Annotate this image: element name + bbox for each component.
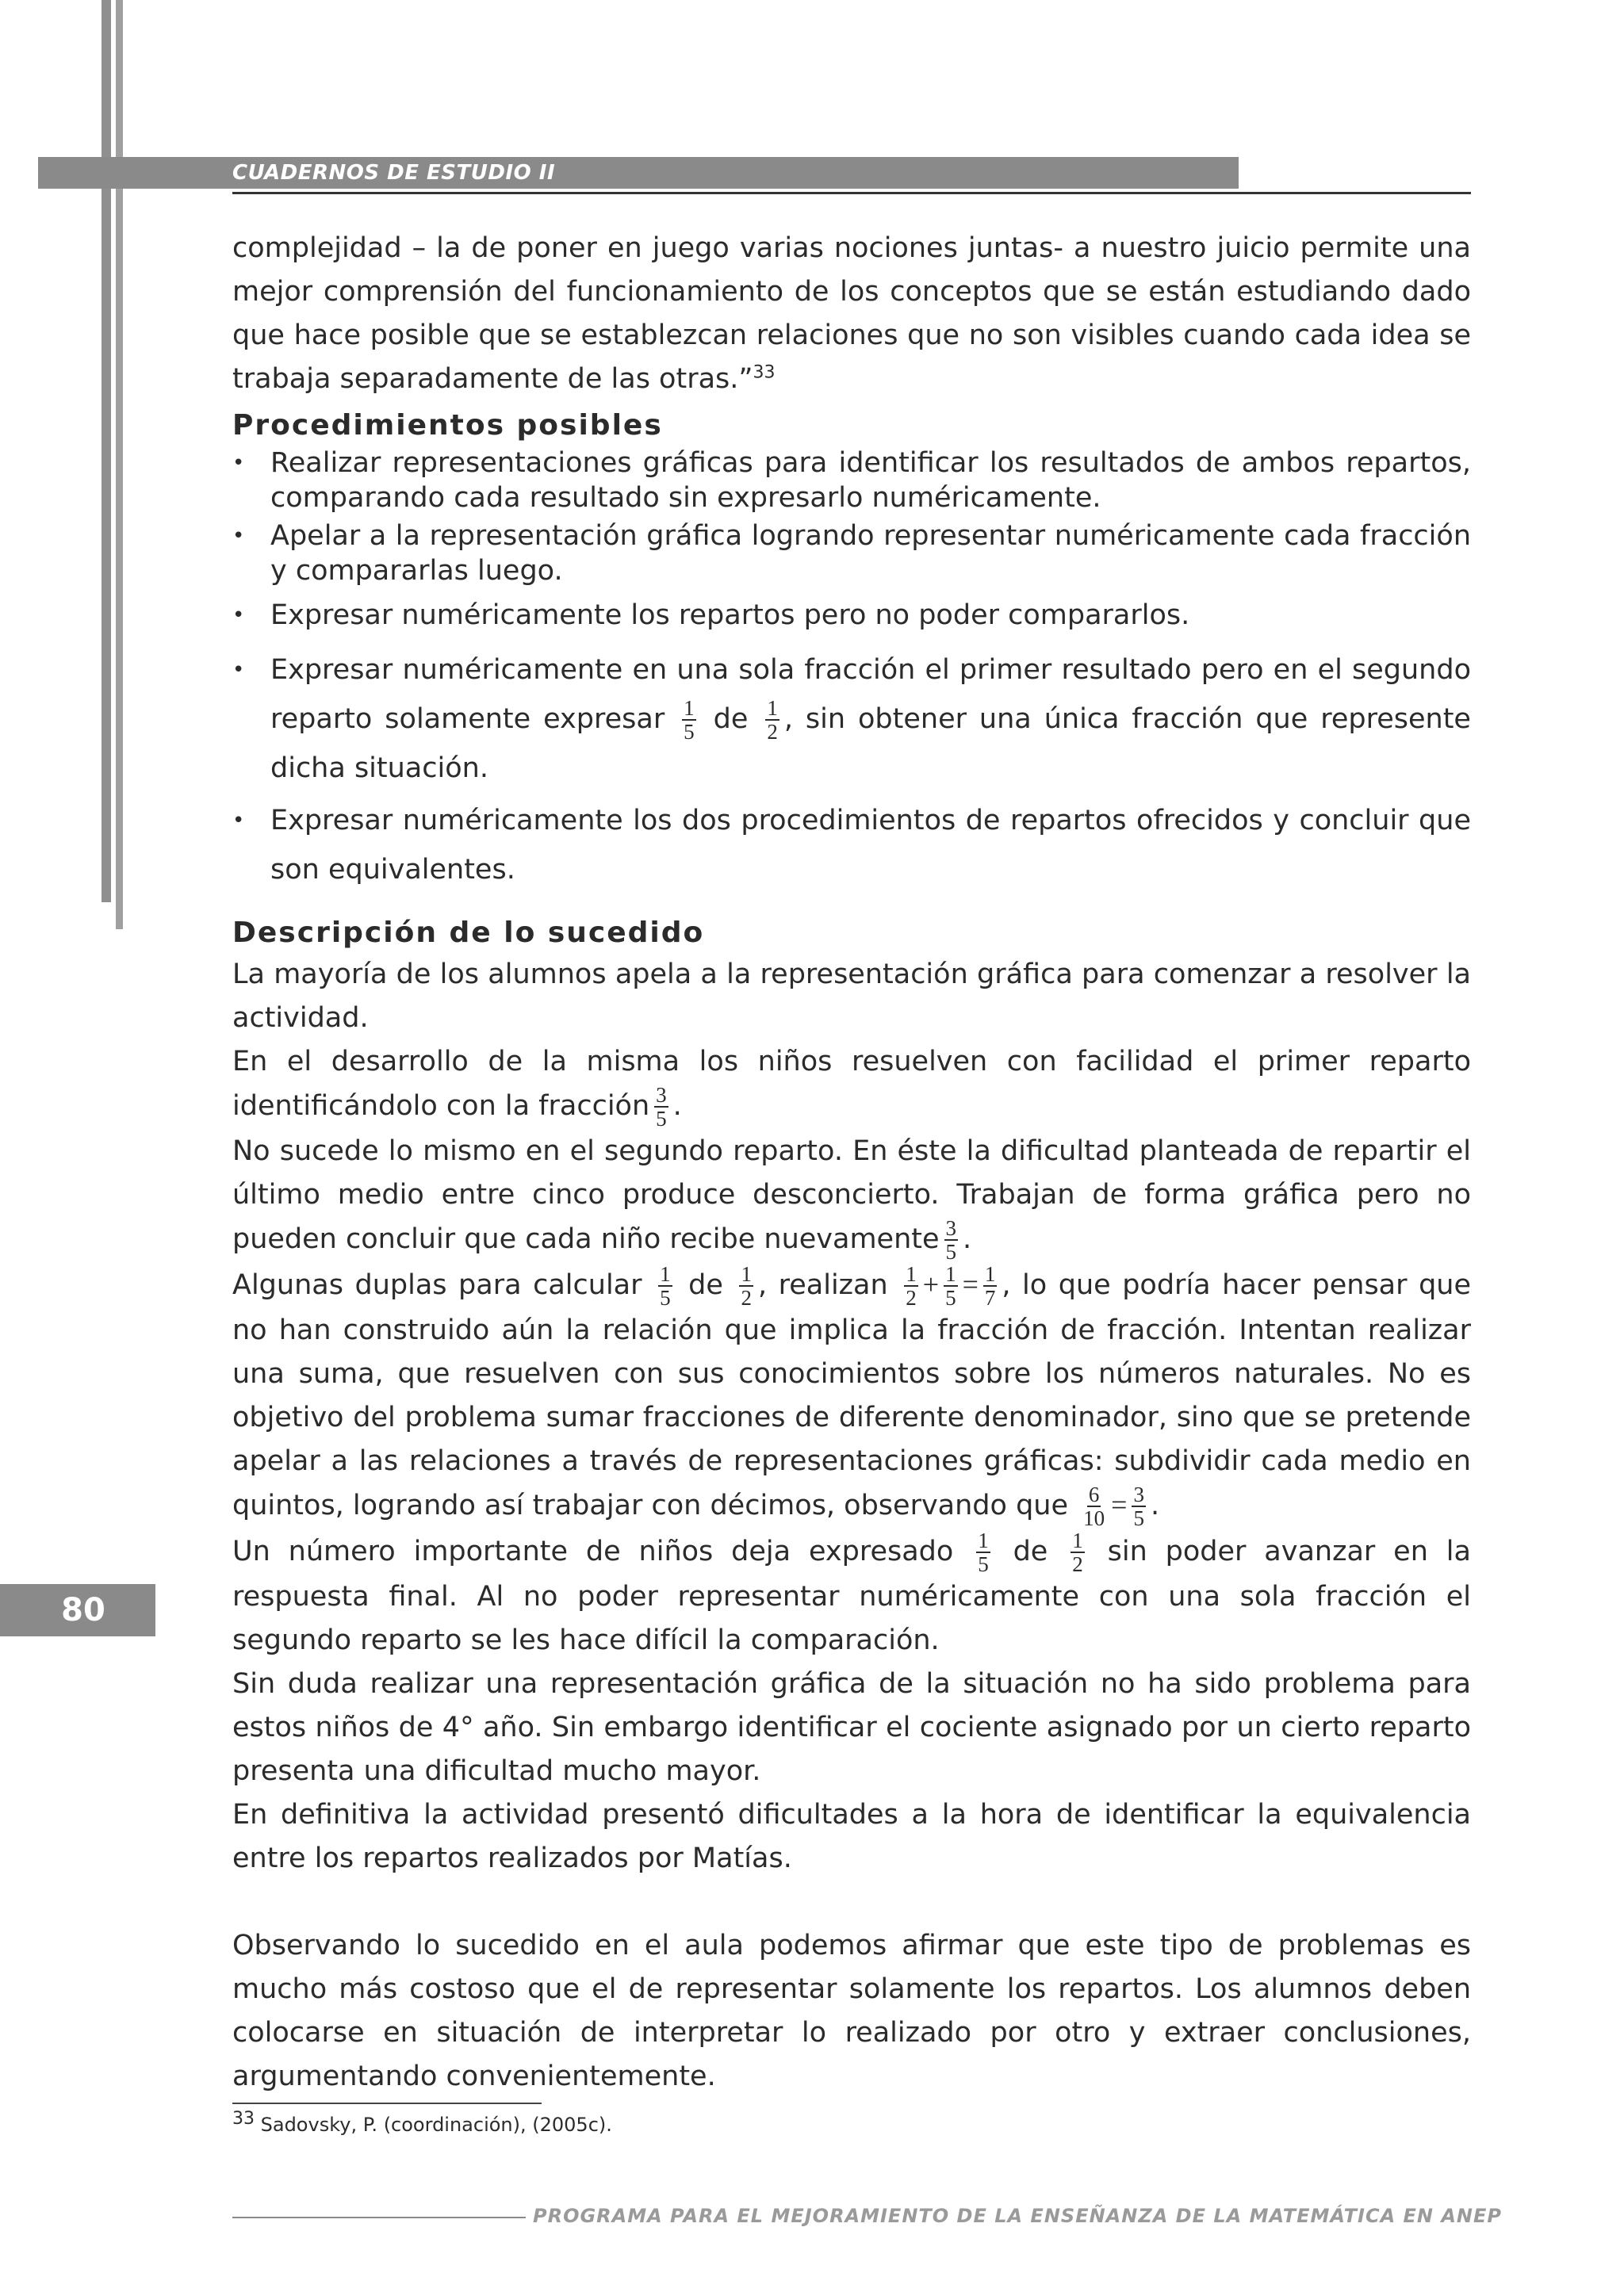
fraction-one-fifth: $\frac{1}{5}$	[978, 1529, 989, 1576]
header-band	[38, 157, 1239, 189]
footnote-text: Sadovsky, P. (coordinación), (2005c).	[255, 2114, 612, 2136]
fraction-three-fifths: $\frac{3}{5}$	[656, 1083, 667, 1131]
footnote-rule	[232, 2103, 542, 2104]
procedimientos-section	[232, 406, 1471, 894]
descripcion-paragraph-7: En definitiva la actividad presentó dificultades a la hora de identificar la equivalencia entre los repartos realizados por Matías.	[232, 1799, 1471, 1874]
fraction-three-fifths: $\frac{3}{5}$	[1133, 1483, 1144, 1530]
descripcion-section	[232, 913, 1471, 2099]
fraction-one-fifth: $\frac{1}{5}$	[684, 696, 695, 744]
descripcion-paragraph-6: Sin duda realizar una representación gráfica de la situación no ha sido problema para estos niños de 4° año. Sin embargo identificar el cociente asignado por un cierto reparto presenta una dificultad mucho mayor.	[232, 1668, 1471, 1787]
descripcion-paragraph-1: La mayoría de los alumnos apela a la representación gráfica para comenzar a resolver la actividad.	[232, 959, 1471, 1034]
fraction-one-half: $\frac{1}{2}$	[741, 1262, 752, 1310]
footer-text: PROGRAMA PARA EL MEJORAMIENTO DE LA ENSEÑANZA DE LA MATEMÁTICA EN ANEP	[533, 2205, 1502, 2227]
footnote-ref: 33	[753, 362, 776, 383]
fraction-three-fifths: $\frac{3}{5}$	[945, 1216, 957, 1264]
footnote	[232, 2109, 612, 2137]
descripcion-paragraph-5: Un número importante de niños deja expresado $\frac{1}{5}$ de $\frac{1}{2}$ sin poder avanzar en la respuesta final. Al no poder representar numéricamente con una sola fracción el segundo reparto se les hace difícil la comparación.	[232, 1529, 1471, 1656]
list-item: • Realizar representaciones gráficas para identificar los resultados de ambos repartos, comparando cada resultado sin expresarlo numéricamente.	[232, 446, 1471, 515]
fraction-six-tenths: $\frac{6}{10}$	[1083, 1483, 1105, 1530]
footnote-number: 33	[232, 2109, 255, 2129]
left-vertical-bar-2	[116, 0, 123, 929]
intro-block	[232, 227, 1471, 401]
left-vertical-bar-1	[102, 0, 111, 902]
descripcion-heading: Descripción de lo sucedido	[232, 916, 705, 949]
procedimientos-heading: Procedimientos posibles	[232, 409, 663, 442]
intro-paragraph: complejidad – la de poner en juego varias nociones juntas- a nuestro juicio permite una mejor comprensión del funcionamiento de los conceptos que se están estudiando dado que hace posible que se establezcan relaciones que no son visibles cuando cada idea se trabaja separadamente de las otras.”$^{33}$	[232, 232, 1471, 395]
header-title: CUADERNOS DE ESTUDIO II	[232, 161, 556, 185]
fraction-one-fifth: $\frac{1}{5}$	[660, 1262, 671, 1310]
descripcion-paragraph-8: Observando lo sucedido en el aula podemos afirmar que este tipo de problemas es mucho más costoso que el de representar solamente los repartos. Los alumnos deben colocarse en situación de interpretar lo realizado por otro y extraer conclusiones, argumentando convenientemente.	[232, 1930, 1471, 2092]
list-item: • Expresar numéricamente en una sola fracción el primer resultado pero en el segundo reparto solamente expresar $\frac{1}{5}$ de $\frac{1}{2}$ , sin obtener una única fracción que represente dicha situación.	[232, 645, 1471, 793]
fraction-one-fifth: $\frac{1}{5}$	[945, 1262, 956, 1310]
header-rule	[232, 192, 1471, 194]
footer-rule	[232, 2217, 526, 2218]
list-item: • Expresar numéricamente los repartos pero no poder compararlos.	[232, 598, 1471, 633]
list-item: • Expresar numéricamente los dos procedimientos de repartos ofrecidos y concluir que son equivalentes.	[232, 796, 1471, 894]
descripcion-paragraph-2: En el desarrollo de la misma los niños resuelven con facilidad el primer reparto identificándolo con la fracción $\frac{3}{5}$ .	[232, 1046, 1471, 1131]
descripcion-paragraph-3: No sucede lo mismo en el segundo reparto. En éste la dificultad planteada de repartir el último medio entre cinco produce desconcierto. Trabajan de forma gráfica pero no pueden concluir que cada niño recibe nuevamente $\frac{3}{5}$ .	[232, 1135, 1471, 1264]
fraction-one-half: $\frac{1}{2}$	[767, 696, 778, 744]
fraction-one-seventh: $\frac{1}{7}$	[984, 1262, 996, 1310]
page-number: 80	[0, 1584, 155, 1636]
plus-sign: +	[922, 1269, 940, 1300]
equals-sign: =	[962, 1269, 979, 1300]
descripcion-paragraph-4: Algunas duplas para calcular $\frac{1}{5}$ de $\frac{1}{2}$ , realizan $\frac{1}{2}$ + $\frac{1}{5}$ = $\frac{1}{7}$ , lo que podría hacer pensar que no han construido aún la relación que implica la fracción de fracción. Intentan realizar una suma, que resuelven con sus conocimientos sobre los números naturales. No es objetivo del problema sumar fracciones de diferente denominador, sino que se pretende apelar a las relaciones a través de representaciones gráficas: subdividir cada medio en quintos, logrando así trabajar con décimos, observando que $\frac{6}{10}$ = $\frac{3}{5}$ .	[232, 1262, 1471, 1530]
equals-sign: =	[1111, 1489, 1128, 1521]
procedimientos-list	[232, 446, 1471, 894]
fraction-one-half: $\frac{1}{2}$	[1072, 1529, 1083, 1576]
fraction-one-half: $\frac{1}{2}$	[906, 1262, 917, 1310]
list-item: • Apelar a la representación gráfica logrando representar numéricamente cada fracción y compararlas luego.	[232, 519, 1471, 588]
